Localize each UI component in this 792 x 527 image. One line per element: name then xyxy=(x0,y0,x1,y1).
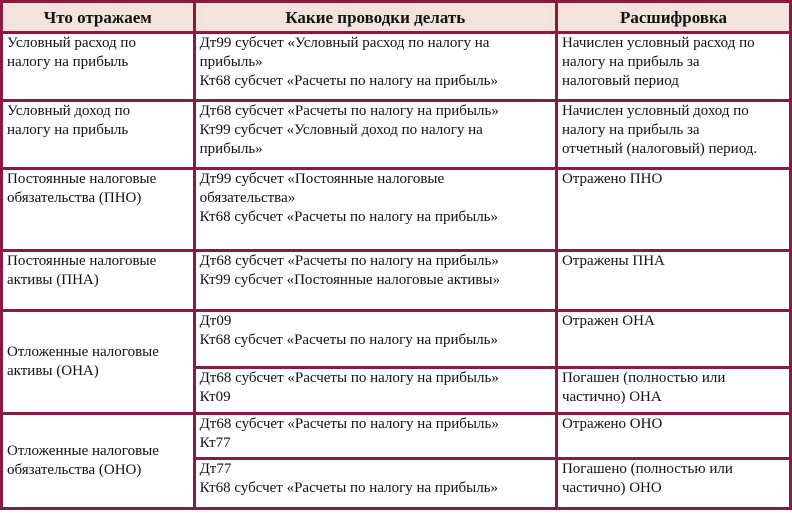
row-entry: Дт68 субсчет «Расчеты по налогу на прибыль» Кт77 xyxy=(194,414,556,459)
row-note: Отражено ОНО xyxy=(556,414,790,459)
row-note: Начислен условный доход по налогу на прибыль за отчетный (налоговый) период. xyxy=(556,101,790,169)
header-note: Расшифровка xyxy=(556,2,790,33)
header-row xyxy=(2,2,791,33)
table-row xyxy=(2,169,791,251)
table-row xyxy=(2,414,791,459)
row-what: Постоянные налоговые обязательства (ПНО) xyxy=(2,169,195,251)
row-what: Условный расход по налогу на прибыль xyxy=(2,33,195,101)
table-row xyxy=(2,33,791,101)
row-what: Постоянные налоговые активы (ПНА) xyxy=(2,251,195,311)
header-entries: Какие проводки делать xyxy=(194,2,556,33)
row-entry: Дт09 Кт68 субсчет «Расчеты по налогу на прибыль» xyxy=(194,311,556,368)
row-entry: Дт68 субсчет «Расчеты по налогу на прибыль» Кт99 субсчет «Постоянные налоговые активы» xyxy=(194,251,556,311)
group-what: Отложенные налоговые обязательства (ОНО) xyxy=(2,414,195,509)
row-what: Условный доход по налогу на прибыль xyxy=(2,101,195,169)
header-what: Что отражаем xyxy=(2,2,195,33)
row-note: Начислен условный расход по налогу на прибыль за налоговый период xyxy=(556,33,790,101)
row-note: Отражен ОНА xyxy=(556,311,790,368)
group-what: Отложенные налоговые активы (ОНА) xyxy=(2,311,195,414)
table-row xyxy=(2,251,791,311)
row-entry: Дт68 субсчет «Расчеты по налогу на прибыль» Кт09 xyxy=(194,368,556,414)
row-note: Погашен (полностью или частично) ОНА xyxy=(556,368,790,414)
row-entry: Дт99 субсчет «Постоянные налоговые обязательства» Кт68 субсчет «Расчеты по налогу на прибыль» xyxy=(194,169,556,251)
row-note: Отражено ПНО xyxy=(556,169,790,251)
table-row xyxy=(2,311,791,368)
table-row xyxy=(2,101,791,169)
row-entry: Дт68 субсчет «Расчеты по налогу на прибыль» Кт99 субсчет «Условный доход по налогу на прибыль» xyxy=(194,101,556,169)
row-entry: Дт99 субсчет «Условный расход по налогу на прибыль» Кт68 субсчет «Расчеты по налогу на прибыль» xyxy=(194,33,556,101)
row-entry: Дт77 Кт68 субсчет «Расчеты по налогу на прибыль» xyxy=(194,459,556,509)
row-note: Отражены ПНА xyxy=(556,251,790,311)
row-note: Погашено (полностью или частично) ОНО xyxy=(556,459,790,509)
